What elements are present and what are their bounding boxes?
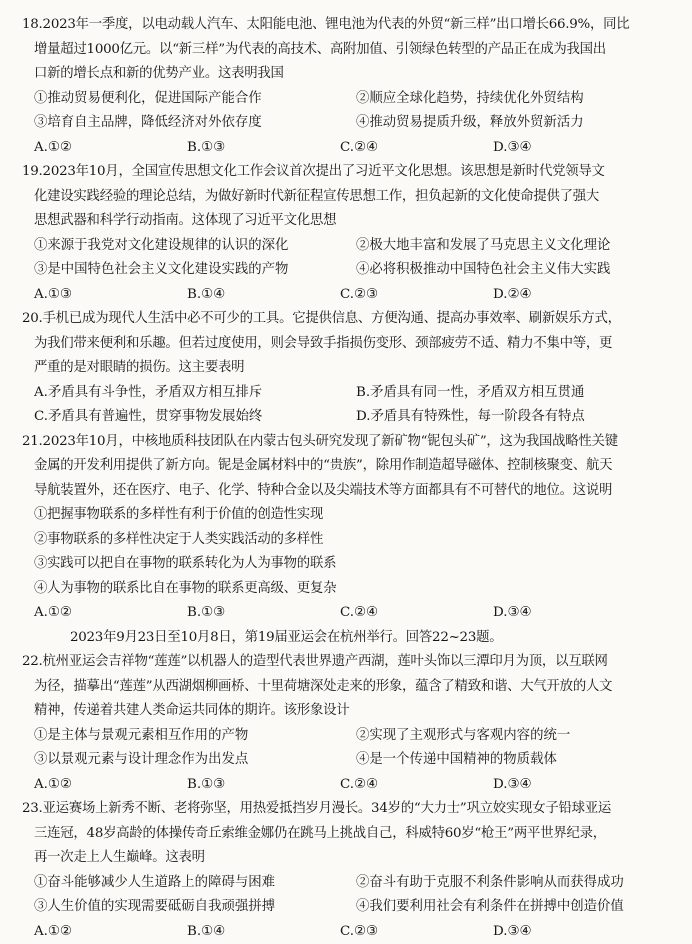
answer-choice: C.②④: [340, 601, 493, 626]
option-row: [22, 724, 678, 749]
question-stem-line: 再一次走上人生巅峰。这表明: [22, 846, 678, 871]
option-item: ②事物联系的多样性决定于人类实践活动的多样性: [22, 528, 678, 553]
option-item: ④人为事物的联系比自在事物的联系更高级、更复杂: [22, 577, 678, 602]
question-stem-line: 21.2023年10月，中核地质科技团队在内蒙古包头研究发现了新矿物“铌包头矿”，这为我国战略性关键: [22, 430, 678, 455]
section-intro: 2023年9月23日至10月8日，第19届亚运会在杭州举行。回答22~23题。: [22, 626, 678, 651]
answer-choice: C.②③: [340, 283, 493, 308]
answer-choices: [22, 773, 678, 798]
answer-choice: D.矛盾具有特殊性，每一阶段各有特点: [356, 405, 678, 430]
question-stem-line: 20.手机已成为现代人生活中必不可少的工具。它提供信息、方便沟通、提高办事效率、刷新娱乐方式，: [22, 307, 678, 332]
question-stem-line: 增量超过1000亿元。以“新三样”为代表的高技术、高附加值、引领绿色转型的产品正在成为我国出: [22, 38, 678, 63]
answer-choice: A.①③: [34, 283, 187, 308]
answer-choices: [22, 601, 678, 626]
option-item: ④推动贸易提质升级，释放外贸新活力: [356, 111, 678, 136]
option-row: [22, 258, 678, 283]
answer-choice: C.②③: [340, 920, 493, 944]
question-22: [22, 650, 678, 797]
answer-choice: D.③④: [493, 773, 646, 798]
question-stem-line: 导航装置外，还在医疗、电子、化学、特种合金以及尖端技术等方面都具有不可替代的地位。这说明: [22, 479, 678, 504]
option-item: ③人生价值的实现需要砥砺自我顽强拼搏: [34, 895, 356, 920]
option-row: [22, 405, 678, 430]
option-item: ③是中国特色社会主义文化建设实践的产物: [34, 258, 356, 283]
option-item: ①来源于我党对文化建设规律的认识的深化: [34, 234, 356, 259]
option-item: ①把握事物联系的多样性有利于价值的创造性实现: [22, 503, 678, 528]
option-item: ④我们要利用社会有利条件在拼搏中创造价值: [356, 895, 678, 920]
answer-choices: [22, 920, 678, 944]
question-stem-line: 18.2023年一季度，以电动载人汽车、太阳能电池、锂电池为代表的外贸“新三样”出口增长66.9%，同比: [22, 13, 678, 38]
question-stem-line: 思想武器和科学行动指南。这体现了习近平文化思想: [22, 209, 678, 234]
answer-choices: [22, 283, 678, 308]
question-21: [22, 430, 678, 626]
question-23: [22, 797, 678, 944]
option-row: [22, 234, 678, 259]
question-stem-line: 22.杭州亚运会吉祥物“莲莲”以机器人的造型代表世界遗产西湖，莲叶头饰以三潭印月为顶，以互联网: [22, 650, 678, 675]
answer-choice: B.①④: [187, 920, 340, 944]
question-stem-line: 精神，传递着共建人类命运共同体的期许。该形象设计: [22, 699, 678, 724]
answer-choice: A.矛盾具有斗争性，矛盾双方相互排斥: [34, 381, 356, 406]
question-18: [22, 13, 678, 160]
answer-choice: B.①④: [187, 283, 340, 308]
answer-choice: D.②④: [493, 283, 646, 308]
question-stem-line: 金属的开发利用提供了新方向。铌是金属材料中的“贵族”，除用作制造超导磁体、控制核聚变、航天: [22, 454, 678, 479]
answer-choice: C.②④: [340, 136, 493, 161]
question-20: [22, 307, 678, 430]
question-stem-line: 为径，描摹出“莲莲”从西湖烟柳画桥、十里荷塘深处走来的形象，蕴含了精致和谐、大气开放的人文: [22, 675, 678, 700]
answer-choice: D.③④: [493, 920, 646, 944]
answer-choice: A.①②: [34, 601, 187, 626]
answer-choice: B.①③: [187, 773, 340, 798]
option-row: [22, 748, 678, 773]
option-item: ②奋斗有助于克服不利条件影响从而获得成功: [356, 871, 678, 896]
answer-choice: A.①②: [34, 136, 187, 161]
option-item: ④是一个传递中国精神的物质载体: [356, 748, 678, 773]
question-19: [22, 160, 678, 307]
option-item: ④必将积极推动中国特色社会主义伟大实践: [356, 258, 678, 283]
question-stem-line: 为我们带来便利和乐趣。但若过度使用，则会导致手指损伤变形、颈部疲劳不适、精力不集中等，更: [22, 332, 678, 357]
question-stem-line: 化建设实践经验的理论总结，为做好新时代新征程宣传思想工作，担负起新的文化使命提供了强大: [22, 185, 678, 210]
question-stem-line: 口新的增长点和新的优势产业。这表明我国: [22, 62, 678, 87]
option-item: ②顺应全球化趋势，持续优化外贸结构: [356, 87, 678, 112]
question-stem-line: 严重的是对眼睛的损伤。这主要表明: [22, 356, 678, 381]
question-stem-line: 23.亚运赛场上新秀不断、老将弥坚，用热爱抵挡岁月漫长。34岁的“大力士”巩立姣实现女子铅球亚运: [22, 797, 678, 822]
answer-choice: C.矛盾具有普遍性，贯穿事物发展始终: [34, 405, 356, 430]
option-item: ①是主体与景观元素相互作用的产物: [34, 724, 356, 749]
answer-choice: A.①②: [34, 773, 187, 798]
option-item: ③培育自主品牌，降低经济对外依存度: [34, 111, 356, 136]
option-item: ①推动贸易便利化，促进国际产能合作: [34, 87, 356, 112]
question-stem-line: 19.2023年10月，全国宣传思想文化工作会议首次提出了习近平文化思想。该思想是新时代党领导文: [22, 160, 678, 185]
answer-choice: B.矛盾具有同一性，矛盾双方相互贯通: [356, 381, 678, 406]
answer-choices: [22, 136, 678, 161]
answer-choice: A.①②: [34, 920, 187, 944]
question-stem-line: 三连冠，48岁高龄的体操传奇丘索维金娜仍在跳马上挑战自己，科威特60岁“枪王”两平世界纪录，: [22, 822, 678, 847]
option-item: ①奋斗能够减少人生道路上的障碍与困难: [34, 871, 356, 896]
answer-choice: D.③④: [493, 136, 646, 161]
option-row: [22, 895, 678, 920]
option-row: [22, 111, 678, 136]
option-item: ③以景观元素与设计理念作为出发点: [34, 748, 356, 773]
option-row: [22, 871, 678, 896]
option-item: ②极大地丰富和发展了马克思主义文化理论: [356, 234, 678, 259]
option-item: ③实践可以把自在事物的联系转化为人为事物的联系: [22, 552, 678, 577]
option-row: [22, 381, 678, 406]
answer-choice: C.②④: [340, 773, 493, 798]
answer-choice: D.③④: [493, 601, 646, 626]
option-item: ②实现了主观形式与客观内容的统一: [356, 724, 678, 749]
answer-choice: B.①③: [187, 136, 340, 161]
answer-choice: B.①③: [187, 601, 340, 626]
option-row: [22, 87, 678, 112]
